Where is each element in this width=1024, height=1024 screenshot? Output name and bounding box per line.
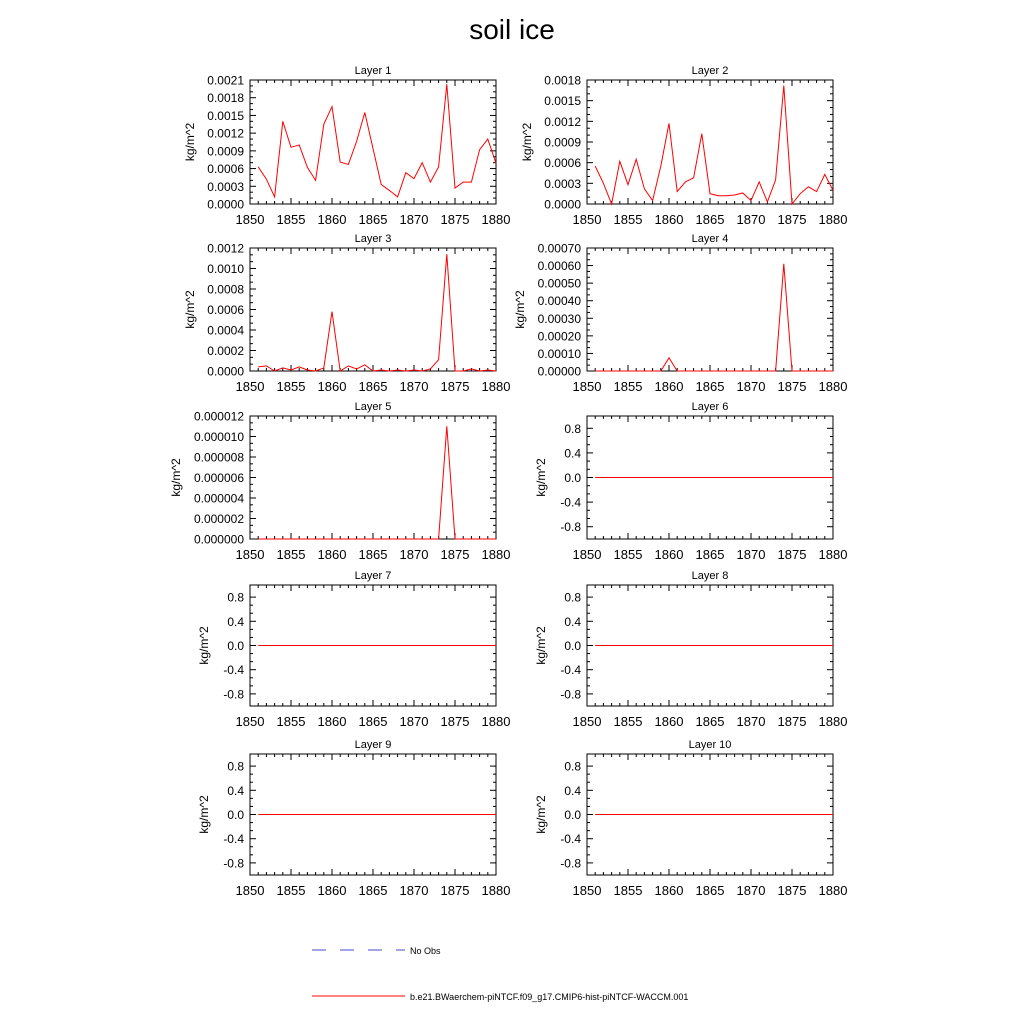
x-tick-label: 1880 bbox=[818, 212, 848, 227]
y-tick-label: 0.4 bbox=[564, 614, 581, 629]
x-tick-label: 1855 bbox=[613, 212, 643, 227]
x-tick-label: 1855 bbox=[276, 379, 306, 394]
plot-frame bbox=[250, 416, 496, 539]
y-tick-label: -0.4 bbox=[560, 495, 581, 510]
x-tick-label: 1850 bbox=[572, 379, 602, 394]
x-tick-label: 1875 bbox=[440, 379, 470, 394]
x-tick-label: 1860 bbox=[317, 714, 347, 729]
y-tick-label: 0.0012 bbox=[544, 114, 581, 129]
y-axis-label: kg/m^2 bbox=[197, 626, 211, 665]
x-tick-label: 1875 bbox=[440, 547, 470, 562]
x-tick-label: 1860 bbox=[654, 547, 684, 562]
x-tick-label: 1855 bbox=[613, 379, 643, 394]
y-tick-label: 0.00000 bbox=[537, 364, 581, 379]
panel-9 bbox=[197, 739, 510, 898]
x-tick-label: 1875 bbox=[440, 212, 470, 227]
y-tick-label: -0.8 bbox=[560, 687, 581, 702]
x-tick-label: 1855 bbox=[276, 547, 306, 562]
y-tick-label: 0.4 bbox=[227, 783, 244, 798]
x-tick-label: 1850 bbox=[235, 883, 265, 898]
y-axis-label: kg/m^2 bbox=[197, 795, 211, 834]
y-tick-label: 0.00040 bbox=[537, 294, 581, 309]
x-tick-label: 1875 bbox=[777, 883, 807, 898]
y-tick-label: 0.8 bbox=[564, 421, 581, 436]
x-tick-label: 1880 bbox=[481, 379, 511, 394]
y-tick-label: -0.8 bbox=[223, 856, 244, 871]
x-tick-label: 1860 bbox=[317, 883, 347, 898]
x-tick-label: 1880 bbox=[481, 547, 511, 562]
x-tick-label: 1880 bbox=[481, 883, 511, 898]
y-tick-label: 0.4 bbox=[227, 614, 244, 629]
y-tick-label: 0.0012 bbox=[207, 241, 244, 256]
y-tick-label: 0.0000 bbox=[207, 364, 244, 379]
legend bbox=[312, 946, 688, 1002]
y-axis-label: kg/m^2 bbox=[520, 122, 534, 162]
y-tick-label: 0.8 bbox=[564, 759, 581, 774]
x-tick-label: 1860 bbox=[317, 379, 347, 394]
x-tick-label: 1875 bbox=[777, 714, 807, 729]
figure-title: soil ice bbox=[469, 14, 555, 45]
x-tick-label: 1870 bbox=[736, 212, 766, 227]
x-tick-label: 1865 bbox=[358, 547, 388, 562]
legend-label-model: b.e21.BWaerchem-piNTCF.f09_g17.CMIP6-hist-piNTCF-WACCM.001 bbox=[410, 992, 689, 1002]
x-tick-label: 1865 bbox=[358, 212, 388, 227]
y-tick-label: 0.000006 bbox=[193, 471, 244, 485]
y-tick-label: 0.0003 bbox=[207, 179, 244, 194]
y-tick-label: 0.0 bbox=[564, 639, 581, 653]
x-tick-label: 1850 bbox=[572, 883, 602, 898]
y-tick-label: 0.8 bbox=[227, 590, 244, 605]
x-tick-label: 1865 bbox=[695, 547, 725, 562]
x-tick-label: 1870 bbox=[399, 212, 429, 227]
x-tick-label: 1865 bbox=[358, 714, 388, 729]
plot-frame bbox=[587, 80, 833, 204]
x-tick-label: 1850 bbox=[235, 714, 265, 729]
y-tick-label: -0.8 bbox=[560, 856, 581, 871]
y-tick-label: 0.0000 bbox=[544, 197, 581, 212]
panel-4 bbox=[513, 233, 847, 394]
y-tick-label: 0.0018 bbox=[544, 73, 581, 88]
plot-frame bbox=[250, 248, 496, 371]
x-tick-label: 1880 bbox=[818, 379, 848, 394]
y-tick-label: 0.0004 bbox=[207, 323, 244, 338]
y-axis-label: kg/m^2 bbox=[513, 290, 527, 329]
legend-label-no-obs: No Obs bbox=[410, 946, 441, 956]
x-tick-label: 1850 bbox=[235, 212, 265, 227]
x-tick-label: 1880 bbox=[818, 547, 848, 562]
x-tick-label: 1865 bbox=[358, 883, 388, 898]
plot-frame bbox=[587, 248, 833, 371]
panel-title: Layer 10 bbox=[688, 739, 732, 751]
y-tick-label: 0.000002 bbox=[193, 512, 244, 526]
panel-6 bbox=[534, 401, 847, 562]
x-tick-label: 1865 bbox=[695, 212, 725, 227]
panel-title: Layer 8 bbox=[691, 570, 729, 582]
y-tick-label: 0.0009 bbox=[544, 135, 581, 150]
panel-title: Layer 9 bbox=[354, 739, 392, 751]
y-tick-label: 0.0006 bbox=[544, 156, 581, 171]
x-tick-label: 1860 bbox=[654, 212, 684, 227]
y-tick-label: 0.0015 bbox=[544, 94, 581, 109]
y-tick-label: 0.0015 bbox=[207, 108, 244, 123]
panel-title: Layer 5 bbox=[354, 401, 392, 413]
x-tick-label: 1870 bbox=[399, 547, 429, 562]
panel-10 bbox=[534, 739, 847, 898]
y-axis-label: kg/m^2 bbox=[534, 626, 548, 665]
y-axis-label: kg/m^2 bbox=[183, 290, 197, 329]
x-tick-label: 1865 bbox=[695, 379, 725, 394]
x-tick-label: 1865 bbox=[358, 379, 388, 394]
y-tick-label: 0.8 bbox=[227, 759, 244, 774]
x-tick-label: 1855 bbox=[613, 547, 643, 562]
panel-8 bbox=[534, 570, 847, 729]
y-tick-label: 0.0002 bbox=[207, 344, 244, 358]
series-line bbox=[258, 84, 496, 197]
y-tick-label: 0.0009 bbox=[207, 144, 244, 159]
x-tick-label: 1855 bbox=[276, 212, 306, 227]
panel-title: Layer 2 bbox=[691, 65, 729, 77]
panel-7 bbox=[197, 570, 510, 729]
y-tick-label: 0.00020 bbox=[537, 329, 581, 344]
panel-title: Layer 6 bbox=[691, 401, 729, 413]
x-tick-label: 1870 bbox=[736, 714, 766, 729]
x-tick-label: 1875 bbox=[777, 212, 807, 227]
y-tick-label: 0.0003 bbox=[544, 176, 581, 191]
y-tick-label: 0.000008 bbox=[193, 450, 244, 465]
y-tick-label: 0.0 bbox=[564, 808, 581, 822]
y-tick-label: 0.0 bbox=[564, 471, 581, 485]
x-tick-label: 1850 bbox=[572, 714, 602, 729]
y-tick-label: -0.4 bbox=[223, 663, 244, 678]
x-tick-label: 1855 bbox=[613, 714, 643, 729]
y-axis-label: kg/m^2 bbox=[534, 795, 548, 834]
x-tick-label: 1865 bbox=[695, 714, 725, 729]
panel-title: Layer 1 bbox=[354, 65, 392, 77]
y-tick-label: -0.4 bbox=[560, 663, 581, 678]
y-tick-label: 0.0 bbox=[227, 639, 244, 653]
y-axis-label: kg/m^2 bbox=[169, 458, 183, 497]
series-line bbox=[595, 86, 833, 204]
x-tick-label: 1880 bbox=[481, 212, 511, 227]
series-line bbox=[258, 426, 496, 539]
y-tick-label: 0.00070 bbox=[537, 241, 581, 256]
x-tick-label: 1880 bbox=[481, 714, 511, 729]
y-tick-label: -0.8 bbox=[223, 687, 244, 702]
x-tick-label: 1855 bbox=[613, 883, 643, 898]
y-tick-label: 0.0021 bbox=[207, 73, 244, 88]
x-tick-label: 1870 bbox=[399, 714, 429, 729]
x-tick-label: 1865 bbox=[695, 883, 725, 898]
y-tick-label: 0.0012 bbox=[207, 126, 244, 141]
series-line bbox=[258, 254, 496, 371]
x-tick-label: 1870 bbox=[736, 379, 766, 394]
x-tick-label: 1850 bbox=[235, 379, 265, 394]
panel-5 bbox=[169, 401, 510, 562]
panel-1 bbox=[183, 65, 510, 227]
y-tick-label: -0.4 bbox=[560, 832, 581, 847]
series-line bbox=[595, 264, 833, 371]
y-tick-label: 0.000000 bbox=[193, 532, 244, 547]
panel-title: Layer 4 bbox=[691, 233, 729, 245]
x-tick-label: 1880 bbox=[818, 714, 848, 729]
y-tick-label: 0.0 bbox=[227, 808, 244, 822]
y-tick-label: 0.00010 bbox=[537, 346, 581, 361]
x-tick-label: 1875 bbox=[777, 547, 807, 562]
panel-2 bbox=[520, 65, 847, 227]
x-tick-label: 1860 bbox=[317, 547, 347, 562]
y-tick-label: 0.000010 bbox=[193, 430, 244, 444]
x-tick-label: 1860 bbox=[654, 883, 684, 898]
x-tick-label: 1875 bbox=[440, 714, 470, 729]
x-tick-label: 1870 bbox=[399, 883, 429, 898]
panel-3 bbox=[183, 233, 510, 394]
y-tick-label: 0.000012 bbox=[193, 409, 244, 424]
y-tick-label: 0.00060 bbox=[537, 259, 581, 274]
y-axis-label: kg/m^2 bbox=[534, 458, 548, 497]
x-tick-label: 1855 bbox=[276, 883, 306, 898]
y-tick-label: 0.0006 bbox=[207, 303, 244, 317]
y-tick-label: 0.00030 bbox=[537, 311, 581, 326]
x-tick-label: 1850 bbox=[235, 547, 265, 562]
x-tick-label: 1860 bbox=[654, 379, 684, 394]
y-tick-label: 0.0006 bbox=[207, 162, 244, 177]
x-tick-label: 1860 bbox=[317, 212, 347, 227]
y-tick-label: 0.0000 bbox=[207, 197, 244, 212]
x-tick-label: 1870 bbox=[736, 883, 766, 898]
y-tick-label: 0.8 bbox=[564, 590, 581, 605]
y-tick-label: -0.4 bbox=[223, 832, 244, 847]
x-tick-label: 1870 bbox=[736, 547, 766, 562]
y-tick-label: 0.0018 bbox=[207, 91, 244, 106]
y-tick-label: 0.00050 bbox=[537, 276, 581, 291]
x-tick-label: 1860 bbox=[654, 714, 684, 729]
y-tick-label: -0.8 bbox=[560, 520, 581, 535]
y-tick-label: 0.4 bbox=[564, 446, 581, 461]
y-tick-label: 0.4 bbox=[564, 783, 581, 798]
x-tick-label: 1875 bbox=[777, 379, 807, 394]
x-tick-label: 1850 bbox=[572, 212, 602, 227]
y-tick-label: 0.0010 bbox=[207, 262, 244, 276]
x-tick-label: 1855 bbox=[276, 714, 306, 729]
x-tick-label: 1880 bbox=[818, 883, 848, 898]
x-tick-label: 1870 bbox=[399, 379, 429, 394]
x-tick-label: 1850 bbox=[572, 547, 602, 562]
y-axis-label: kg/m^2 bbox=[183, 122, 197, 162]
y-tick-label: 0.0008 bbox=[207, 282, 244, 297]
x-tick-label: 1875 bbox=[440, 883, 470, 898]
y-tick-label: 0.000004 bbox=[193, 491, 244, 506]
panel-title: Layer 3 bbox=[354, 233, 392, 245]
panel-title: Layer 7 bbox=[354, 570, 392, 582]
